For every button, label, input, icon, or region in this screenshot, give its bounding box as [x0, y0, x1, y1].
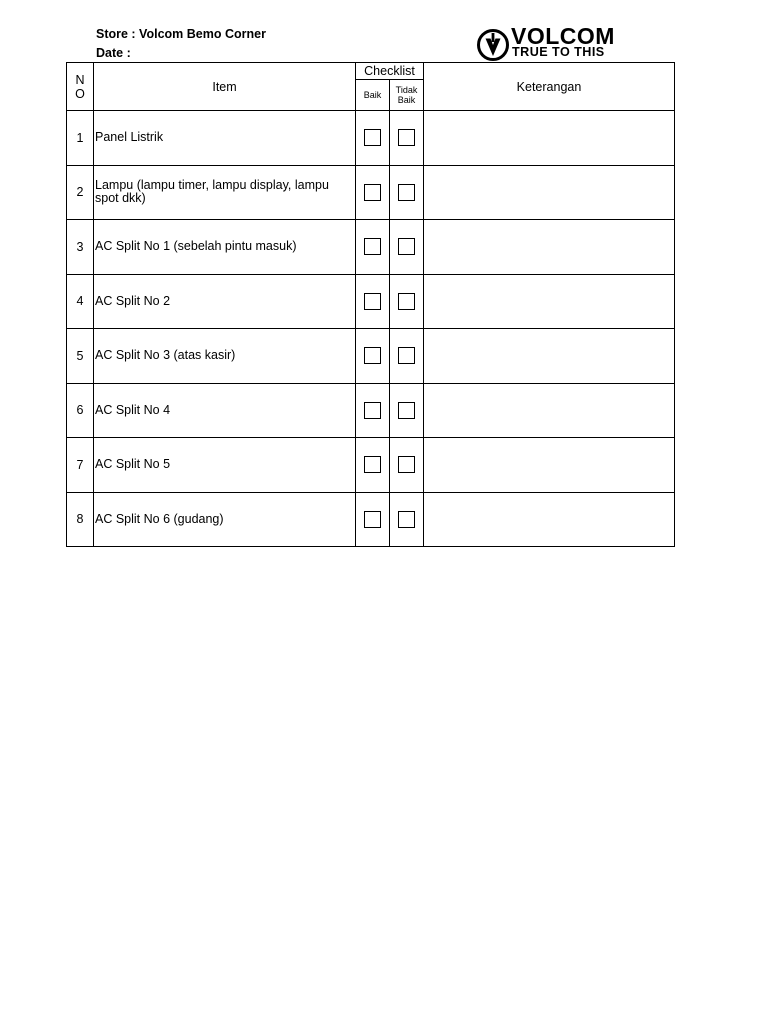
baik-checkbox[interactable] [364, 347, 381, 364]
row-item: AC Split No 2 [94, 274, 356, 329]
tidak-baik-checkbox[interactable] [398, 293, 415, 310]
header-item: Item [94, 63, 356, 111]
baik-checkbox[interactable] [364, 184, 381, 201]
tidak-baik-cell [390, 220, 424, 275]
table-row [67, 383, 675, 438]
volcom-logo [476, 23, 652, 62]
baik-cell [356, 492, 390, 547]
table-row [67, 329, 675, 384]
header-tidak-line2: Baik [397, 95, 416, 105]
tidak-baik-checkbox[interactable] [398, 511, 415, 528]
tidak-baik-cell [390, 165, 424, 220]
row-item: AC Split No 3 (atas kasir) [94, 329, 356, 384]
row-number: 1 [67, 111, 94, 166]
keterangan-cell[interactable] [424, 383, 675, 438]
keterangan-cell[interactable] [424, 165, 675, 220]
table-row [67, 111, 675, 166]
row-item: AC Split No 1 (sebelah pintu masuk) [94, 220, 356, 275]
tidak-baik-cell [390, 383, 424, 438]
baik-checkbox[interactable] [364, 238, 381, 255]
row-number: 3 [67, 220, 94, 275]
table-row [67, 165, 675, 220]
tidak-baik-cell [390, 329, 424, 384]
tidak-baik-checkbox[interactable] [398, 238, 415, 255]
tidak-baik-checkbox[interactable] [398, 184, 415, 201]
table-row [67, 274, 675, 329]
baik-cell [356, 274, 390, 329]
baik-checkbox[interactable] [364, 129, 381, 146]
row-number: 4 [67, 274, 94, 329]
volcom-stone-icon [476, 28, 510, 62]
header-keterangan: Keterangan [424, 63, 675, 111]
logo-tagline: TRUE TO THIS [512, 45, 605, 59]
tidak-baik-checkbox[interactable] [398, 129, 415, 146]
baik-cell [356, 220, 390, 275]
tidak-baik-checkbox[interactable] [398, 456, 415, 473]
header-tidak-baik [390, 80, 424, 111]
baik-checkbox[interactable] [364, 402, 381, 419]
header-no-line1: N [75, 72, 85, 87]
keterangan-cell[interactable] [424, 329, 675, 384]
table-row [67, 220, 675, 275]
tidak-baik-cell [390, 492, 424, 547]
table-row [67, 492, 675, 547]
keterangan-cell[interactable] [424, 220, 675, 275]
row-number: 5 [67, 329, 94, 384]
baik-cell [356, 111, 390, 166]
keterangan-cell[interactable] [424, 438, 675, 493]
baik-cell [356, 438, 390, 493]
row-number: 2 [67, 165, 94, 220]
checklist-table [66, 62, 675, 547]
baik-cell [356, 165, 390, 220]
tidak-baik-cell [390, 274, 424, 329]
baik-cell [356, 329, 390, 384]
row-item: Lampu (lampu timer, lampu display, lampu spot dkk) [94, 165, 356, 220]
baik-cell [356, 383, 390, 438]
keterangan-cell[interactable] [424, 274, 675, 329]
row-item: AC Split No 6 (gudang) [94, 492, 356, 547]
logo-wordmark: VOLCOM [511, 23, 615, 49]
tidak-baik-cell [390, 111, 424, 166]
header-no [67, 63, 94, 111]
tidak-baik-cell [390, 438, 424, 493]
baik-checkbox[interactable] [364, 511, 381, 528]
header-no-line2: O [75, 86, 85, 101]
row-number: 6 [67, 383, 94, 438]
row-number: 7 [67, 438, 94, 493]
baik-checkbox[interactable] [364, 293, 381, 310]
row-item: Panel Listrik [94, 111, 356, 166]
row-item: AC Split No 5 [94, 438, 356, 493]
date-label: Date : [96, 46, 131, 60]
keterangan-cell[interactable] [424, 492, 675, 547]
header-checklist: Checklist [356, 63, 424, 80]
row-item: AC Split No 4 [94, 383, 356, 438]
tidak-baik-checkbox[interactable] [398, 347, 415, 364]
baik-checkbox[interactable] [364, 456, 381, 473]
header-tidak-line1: Tidak [395, 85, 418, 95]
store-label: Store : Volcom Bemo Corner [96, 27, 266, 41]
tidak-baik-checkbox[interactable] [398, 402, 415, 419]
keterangan-cell[interactable] [424, 111, 675, 166]
table-row [67, 438, 675, 493]
header-baik: Baik [356, 80, 390, 111]
row-number: 8 [67, 492, 94, 547]
